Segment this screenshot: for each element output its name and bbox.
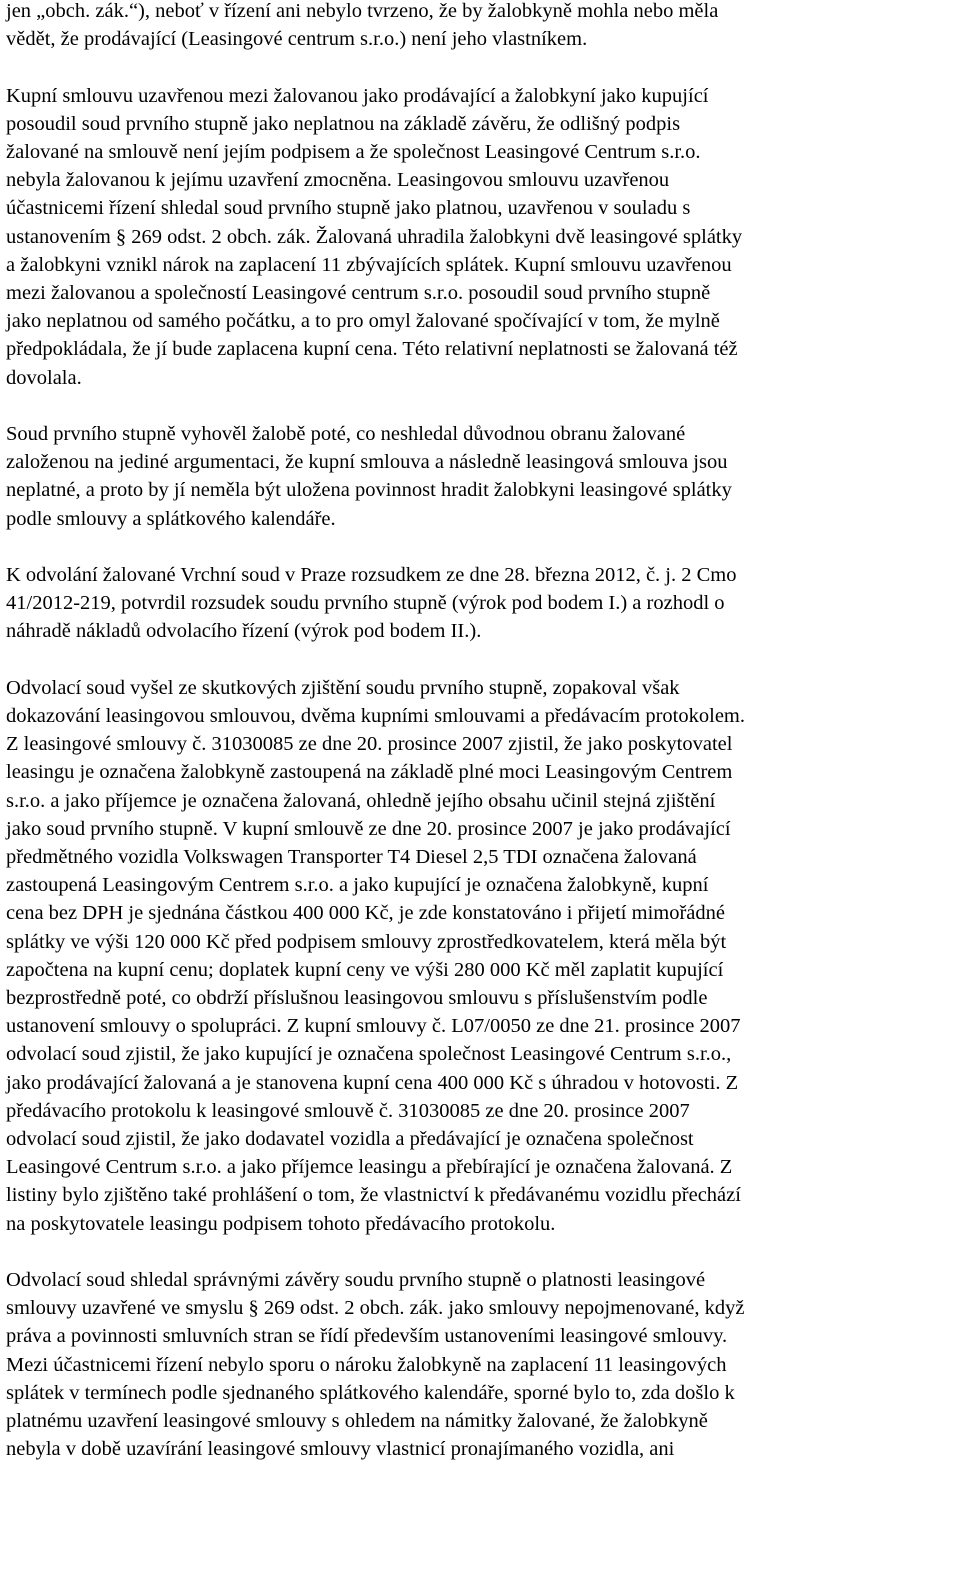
text-line: smlouvy uzavřené ve smyslu § 269 odst. 2 obch. zák. jako smlouvy nepojmenované, když	[6, 1297, 745, 1320]
text-line: předávacího protokolu k leasingové smlouvě č. 31030085 ze dne 20. prosince 2007	[6, 1099, 690, 1122]
text-line: Odvolací soud shledal správnými závěry soudu prvního stupně o platnosti leasingové	[6, 1269, 706, 1292]
text-line: listiny bylo zjištěno také prohlášení o tom, že vlastnictví k předávanému vozidlu přechází	[6, 1184, 741, 1207]
text-line: Mezi účastnicemi řízení nebylo sporu o nároku žalobkyně na zaplacení 11 leasingových	[6, 1353, 727, 1376]
text-line: vědět, že prodávající (Leasingové centrum s.r.o.) není jeho vlastníkem.	[6, 28, 588, 51]
text-line: splátky ve výši 120 000 Kč před podpisem smlouvy zprostředkovatelem, která měla být	[6, 930, 727, 953]
text-line: bezprostředně poté, co obdrží příslušnou leasingovou smlouvu s příslušenstvím podle	[6, 987, 708, 1010]
text-line: Z leasingové smlouvy č. 31030085 ze dne 20. prosince 2007 zjistil, že jako poskytovatel	[6, 733, 733, 756]
text-line: posoudil soud prvního stupně jako neplatnou na základě závěru, že odlišný podpis	[6, 112, 681, 135]
paragraph-2	[6, 82, 951, 392]
paragraph-3	[6, 420, 951, 533]
text-line: založenou na jediné argumentaci, že kupní smlouva a následně leasingová smlouva jsou	[6, 451, 728, 474]
document-page	[6, 0, 951, 1492]
paragraph-5	[6, 674, 951, 1238]
paragraph-1	[6, 0, 951, 53]
text-line: leasingu je označena žalobkyně zastoupená na základě plné moci Leasingovým Centrem	[6, 761, 733, 784]
text-line: ustanovení smlouvy o spolupráci. Z kupní smlouvy č. L07/0050 ze dne 21. prosince 2007	[6, 1015, 741, 1038]
text-line: odvolací soud zjistil, že jako kupující je označena společnost Leasingové Centrum s.r.o.,	[6, 1043, 732, 1066]
text-line: odvolací soud zjistil, že jako dodavatel vozidla a předávající je označena společnost	[6, 1128, 694, 1151]
text-line: nebyla žalovanou k jejímu uzavření zmocněna. Leasingovou smlouvu uzavřenou	[6, 169, 670, 192]
text-line: Kupní smlouvu uzavřenou mezi žalovanou jako prodávající a žalobkyní jako kupující	[6, 84, 709, 107]
text-line: jako soud prvního stupně. V kupní smlouvě ze dne 20. prosince 2007 je jako prodávající	[6, 817, 731, 840]
text-line: dovolala.	[6, 366, 82, 389]
text-line: 41/2012-219, potvrdil rozsudek soudu prvního stupně (výrok pod bodem I.) a rozhodl o	[6, 592, 725, 615]
text-line: žalované na smlouvě není jejím podpisem a že společnost Leasingové Centrum s.r.o.	[6, 141, 701, 163]
paragraph-6	[6, 1266, 951, 1463]
text-line: náhradě nákladů odvolacího řízení (výrok pod bodem II.).	[6, 620, 482, 643]
text-line: jako neplatnou od samého počátku, a to pro omyl žalované spočívající v tom, že mylně	[6, 310, 720, 333]
text-line: ustanovením § 269 odst. 2 obch. zák. Žalovaná uhradila žalobkyni dvě leasingové splátky	[6, 225, 743, 248]
text-line: a žalobkyni vznikl nárok na zaplacení 11 zbývajících splátek. Kupní smlouvu uzavřenou	[6, 253, 732, 276]
text-line: mezi žalovanou a společností Leasingové centrum s.r.o. posoudil soud prvního stupně	[6, 282, 711, 305]
text-line: platnému uzavření leasingové smlouvy s ohledem na námitky žalované, že žalobkyně	[6, 1410, 708, 1433]
text-line: účastnicemi řízení shledal soud prvního stupně jako platnou, uzavřenou v souladu s	[6, 197, 691, 220]
text-line: práva a povinnosti smluvních stran se řídí především ustanoveními leasingové smlouvy.	[6, 1325, 728, 1348]
text-line: Odvolací soud vyšel ze skutkových zjištění soudu prvního stupně, zopakoval však	[6, 676, 680, 699]
text-line: splátek v termínech podle sjednaného splátkového kalendáře, sporné bylo to, zda došlo k	[6, 1381, 735, 1404]
text-line: neplatné, a proto by jí neměla být uložena povinnost hradit žalobkyni leasingové splátky	[6, 479, 732, 502]
text-line: předmětného vozidla Volkswagen Transporter T4 Diesel 2,5 TDI označena žalovaná	[6, 846, 697, 869]
text-line: s.r.o. a jako příjemce je označena žalovaná, ohledně jejího obsahu učinil stejná zjištění	[6, 789, 716, 812]
text-line: K odvolání žalované Vrchní soud v Praze rozsudkem ze dne 28. března 2012, č. j. 2 Cmo	[6, 564, 737, 587]
text-line: podle smlouvy a splátkového kalendáře.	[6, 507, 336, 530]
text-line: předpokládala, že jí bude zaplacena kupní cena. Této relativní neplatnosti se žalovaná též	[6, 338, 738, 361]
text-line: jen „obch. zák.“), neboť v řízení ani nebylo tvrzeno, že by žalobkyně mohla nebo měla	[6, 0, 719, 22]
text-line: zastoupená Leasingovým Centrem s.r.o. a jako kupující je označena žalobkyně, kupní	[6, 874, 709, 897]
text-line: jako prodávající žalovaná a je stanovena kupní cena 400 000 Kč s úhradou v hotovosti. Z	[6, 1071, 739, 1094]
text-line: Soud prvního stupně vyhověl žalobě poté, co neshledal důvodnou obranu žalované	[6, 423, 686, 446]
text-line: započtena na kupní cenu; doplatek kupní ceny ve výši 280 000 Kč měl zaplatit kupující	[6, 958, 724, 981]
text-line: nebyla v době uzavírání leasingové smlouvy vlastnicí pronajímaného vozidla, ani	[6, 1438, 675, 1461]
text-line: dokazování leasingovou smlouvou, dvěma kupními smlouvami a předávacím protokolem.	[6, 705, 745, 728]
text-line: Leasingové Centrum s.r.o. a jako příjemce leasingu a přebírající je označena žalovaná. Z	[6, 1156, 733, 1179]
text-line: cena bez DPH je sjednána částkou 400 000 Kč, je zde konstatováno i přijetí mimořádné	[6, 902, 725, 925]
text-line: na poskytovatele leasingu podpisem tohoto předávacího protokolu.	[6, 1212, 556, 1235]
paragraph-4	[6, 561, 951, 646]
